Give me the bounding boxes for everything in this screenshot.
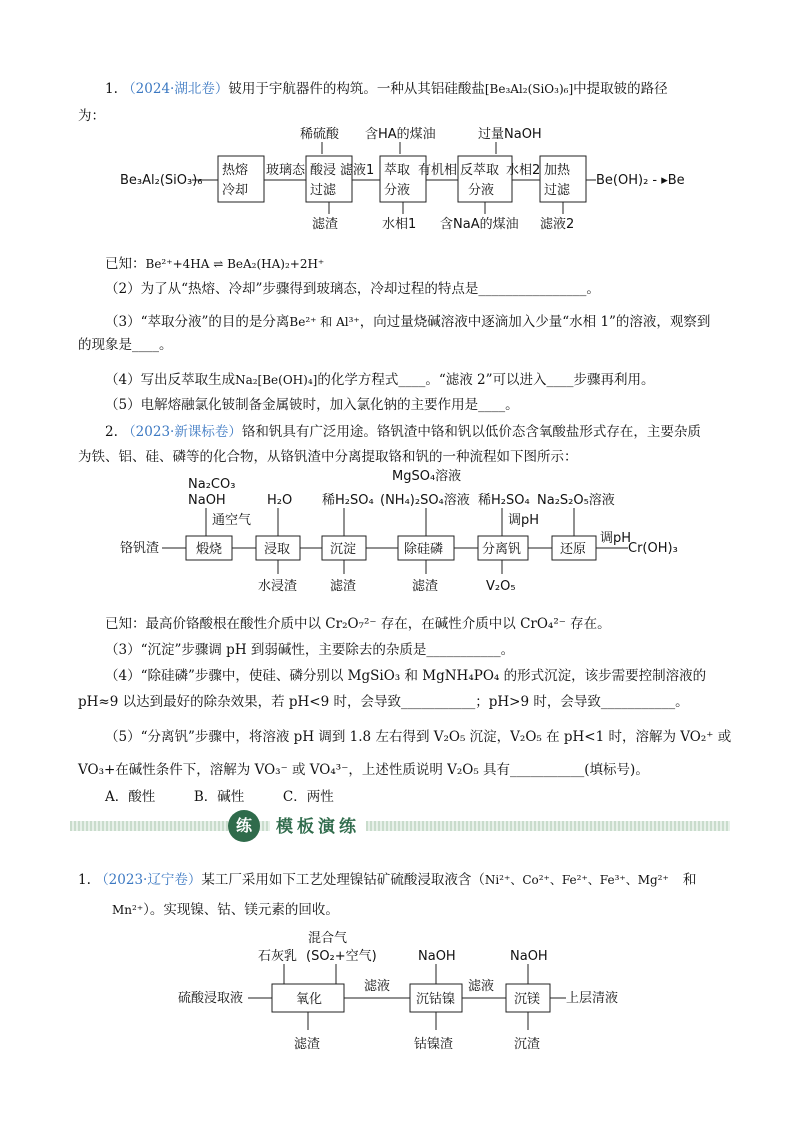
q2-stem-line2: 为铁、铝、硅、磷等的化合物，从铬钒渣中分离提取铬和钒的一种流程如下图所示： (78, 449, 578, 465)
q3-arrow-1: 滤液 (364, 979, 391, 994)
q2-end-label: 调pH (600, 531, 632, 546)
q3-input-5: NaOH (510, 949, 548, 964)
q3-end: 上层清液 (566, 991, 619, 1006)
q2-output-4: V₂O₅ (486, 579, 516, 594)
q1-sub4a: （4）写出反萃取生成 (105, 372, 236, 388)
q1-sub3-line1 (105, 312, 710, 332)
q1-step-4-l1: 反萃取 (460, 163, 500, 178)
q1-sub3-line2: 的现象是____。 (78, 337, 173, 353)
q3-stem-line2 (112, 900, 339, 920)
q2-stem-line1 (105, 422, 701, 442)
q1-number: 1. (105, 81, 118, 97)
q1-sub3a: （3）“萃取分液”的目的是分离 (105, 314, 290, 330)
q2-input-5: 稀H₂SO₄ (322, 493, 374, 508)
q1-stem-line2: 为： (78, 108, 105, 124)
banner-title: 模板演练 (270, 812, 366, 837)
q2-sub4-line2: pH≈9 以达到最好的除杂效果，若 pH<9 时，会导致___________；pH>9 时，会导致___________。 (78, 694, 689, 710)
q2-input-4: H₂O (267, 493, 293, 508)
banner-band (70, 821, 730, 831)
q1-end: Be(OH)₂ - ▸Be (596, 173, 685, 188)
q1-arrow-1: 玻璃态 (266, 163, 306, 178)
q2-known: 已知：最高价铬酸根在酸性介质中以 Cr₂O₇²⁻ 存在，在碱性介质中以 CrO₄²⁻ 存在。 (105, 616, 611, 632)
q1-sub4b: 的化学方程式____。“滤液 2”可以进入____步骤再利用。 (317, 372, 655, 388)
q1-stem-b: 中提取铍的路径 (573, 81, 668, 97)
q1-input-1: 稀硫酸 (300, 127, 340, 142)
q2-end: Cr(OH)₃ (628, 541, 678, 556)
banner-badge: 练 (228, 810, 260, 842)
q2-sub5-line2: VO₃+在碱性条件下，溶解为 VO₃⁻ 或 VO₄³⁻，上述性质说明 V₂O₅ 具有___________(填标号)。 (78, 762, 649, 778)
q1-output-4: 滤液2 (540, 217, 575, 232)
q2-step-4-label: 除硅磷 (404, 542, 444, 557)
q3-step-1-label: 氧化 (296, 992, 323, 1007)
q2-option-c: C．两性 (282, 789, 334, 805)
q3-input-2: 混合气 (308, 931, 348, 946)
q1-stem-a: 铍用于宇航器件的构筑。一种从其铝硅酸盐 (228, 81, 485, 97)
q1-step-5-l1: 加热 (544, 163, 571, 178)
q2-step-2-label: 浸取 (264, 542, 291, 557)
q2-input-8: 稀H₂SO₄ (478, 493, 530, 508)
q1-start: Be₃Al₂(SiO₃)₆ (120, 173, 203, 188)
q3-input-3: (SO₂+空气) (306, 949, 377, 964)
q3-output-2: 钴镍渣 (414, 1037, 454, 1052)
q2-sub4-line1: （4）“除硅磷”步骤中，使硅、磷分别以 MgSiO₃ 和 MgNH₄PO₄ 的形式沉淀，该步需要控制溶液的 (105, 668, 707, 684)
q1-step-5-l2: 过滤 (544, 183, 571, 198)
q1-flowchart (100, 122, 720, 234)
q1-sub2: （2）为了从“热熔、冷却”步骤得到玻璃态，冷却过程的特点是________________。 (105, 281, 600, 297)
q2-output-2: 滤渣 (330, 579, 357, 594)
q2-step-3-label: 沉淀 (330, 542, 357, 557)
q1-step-1-l2: 冷却 (222, 183, 249, 198)
q1-known-label: 已知： (105, 256, 146, 272)
q2-step-1-label: 煅烧 (196, 542, 223, 557)
q2-options (105, 787, 334, 807)
q1-known (105, 254, 324, 274)
q1-step-4-l2: 分液 (468, 183, 495, 198)
q2-start: 铬钒渣 (120, 541, 160, 556)
q2-input-7: (NH₄)₂SO₄溶液 (380, 493, 470, 508)
q1-step-3-l2: 分液 (384, 183, 411, 198)
q2-input-10: Na₂S₂O₅溶液 (537, 493, 615, 508)
q2-sub3: （3）“沉淀”步骤调 pH 到弱碱性，主要除去的杂质是___________。 (105, 642, 515, 658)
q2-number: 2. (105, 424, 118, 440)
q3-output-3: 沉渣 (514, 1037, 541, 1052)
q1-output-2: 水相1 (382, 217, 417, 232)
q1-sub3-ions: Be²⁺ 和 Al³⁺ (289, 315, 360, 329)
q3-input-1: 石灰乳 (258, 949, 298, 964)
q3-stem-line1 (78, 870, 696, 890)
q2-input-9: 调pH (508, 513, 540, 528)
q2-step-5-label: 分离钒 (482, 542, 522, 557)
q1-output-1: 滤渣 (312, 217, 339, 232)
q2-output-3: 滤渣 (412, 579, 439, 594)
q1-step-2-l1: 酸浸 (310, 163, 337, 178)
q3-stem-a: 某工厂采用如下工艺处理镍钴矿硫酸浸取液含（ (201, 872, 485, 888)
q3-input-4: NaOH (418, 949, 456, 964)
q2-option-b: B．碱性 (193, 789, 245, 805)
q2-input-6: MgSO₄溶液 (392, 469, 462, 484)
q1-input-2: 含HA的煤油 (365, 127, 436, 142)
q1-output-3: 含NaA的煤油 (440, 217, 519, 232)
q2-input-2: NaOH (188, 493, 226, 508)
q1-formula: [Be₃Al₂(SiO₃)₆] (484, 82, 574, 96)
q3-and: 和 (682, 872, 697, 888)
q2-input-3: 通空气 (212, 513, 252, 528)
q3-ions: Ni²⁺、Co²⁺、Fe²⁺、Fe³⁺、Mg²⁺ (484, 873, 669, 887)
q2-input-1: Na₂CO₃ (188, 477, 236, 492)
q1-stem-line1 (105, 79, 668, 99)
q2-output-1: 水浸渣 (258, 579, 298, 594)
q1-sub4 (105, 370, 655, 390)
q1-known-eq: Be²⁺+4HA ⇌ BeA₂(HA)₂+2H⁺ (145, 257, 325, 271)
q2-option-a: A．酸性 (105, 789, 156, 805)
q1-input-3: 过量NaOH (478, 127, 542, 142)
q2-sub5-line1: （5）“分离钒”步骤中，将溶液 pH 调到 1.8 左右得到 V₂O₅ 沉淀，V₂O₅ 在 pH<1 时，溶解为 VO₂⁺ 或 (105, 729, 732, 745)
q2-stem-a: 铬和钒具有广泛用途。铬钒渣中铬和钒以低价态含氧酸盐形式存在，主要杂质 (241, 424, 701, 440)
q3-mn-ion: Mn²⁺ (112, 903, 144, 917)
q1-step-3-l1: 萃取 (384, 163, 411, 178)
q1-arrow-2: 滤液1 (340, 163, 375, 178)
q2-flowchart (100, 466, 720, 606)
q3-step-3-label: 沉镁 (514, 992, 541, 1007)
q1-source: （2024·湖北卷） (122, 81, 229, 97)
q3-flowchart (160, 926, 680, 1058)
q3-arrow-2: 滤液 (468, 979, 495, 994)
q1-sub3b: ，向过量烧碱溶液中逐滴加入少量“水相 1”的溶液，观察到 (359, 314, 711, 330)
q1-sub5: （5）电解熔融氯化铍制备金属铍时，加入氯化钠的主要作用是____。 (105, 397, 519, 413)
q3-stem-b: ）。实现镍、钴、镁元素的回收。 (143, 902, 339, 918)
q3-number: 1. (78, 872, 91, 888)
q3-source: （2023·辽宁卷） (95, 872, 202, 888)
q1-arrow-4: 水相2 (506, 163, 541, 178)
q3-start: 硫酸浸取液 (178, 991, 244, 1006)
q2-source: （2023·新课标卷） (122, 424, 242, 440)
q1-arrow-3: 有机相 (418, 163, 458, 178)
q3-step-2-label: 沉钴镍 (416, 992, 456, 1007)
q3-output-1: 滤渣 (294, 1037, 321, 1052)
q1-step-1-l1: 热熔 (222, 163, 249, 178)
q2-step-6-label: 还原 (560, 542, 587, 557)
q1-sub4-formula: Na₂[Be(OH)₄] (235, 373, 318, 387)
q1-step-2-l2: 过滤 (310, 183, 337, 198)
